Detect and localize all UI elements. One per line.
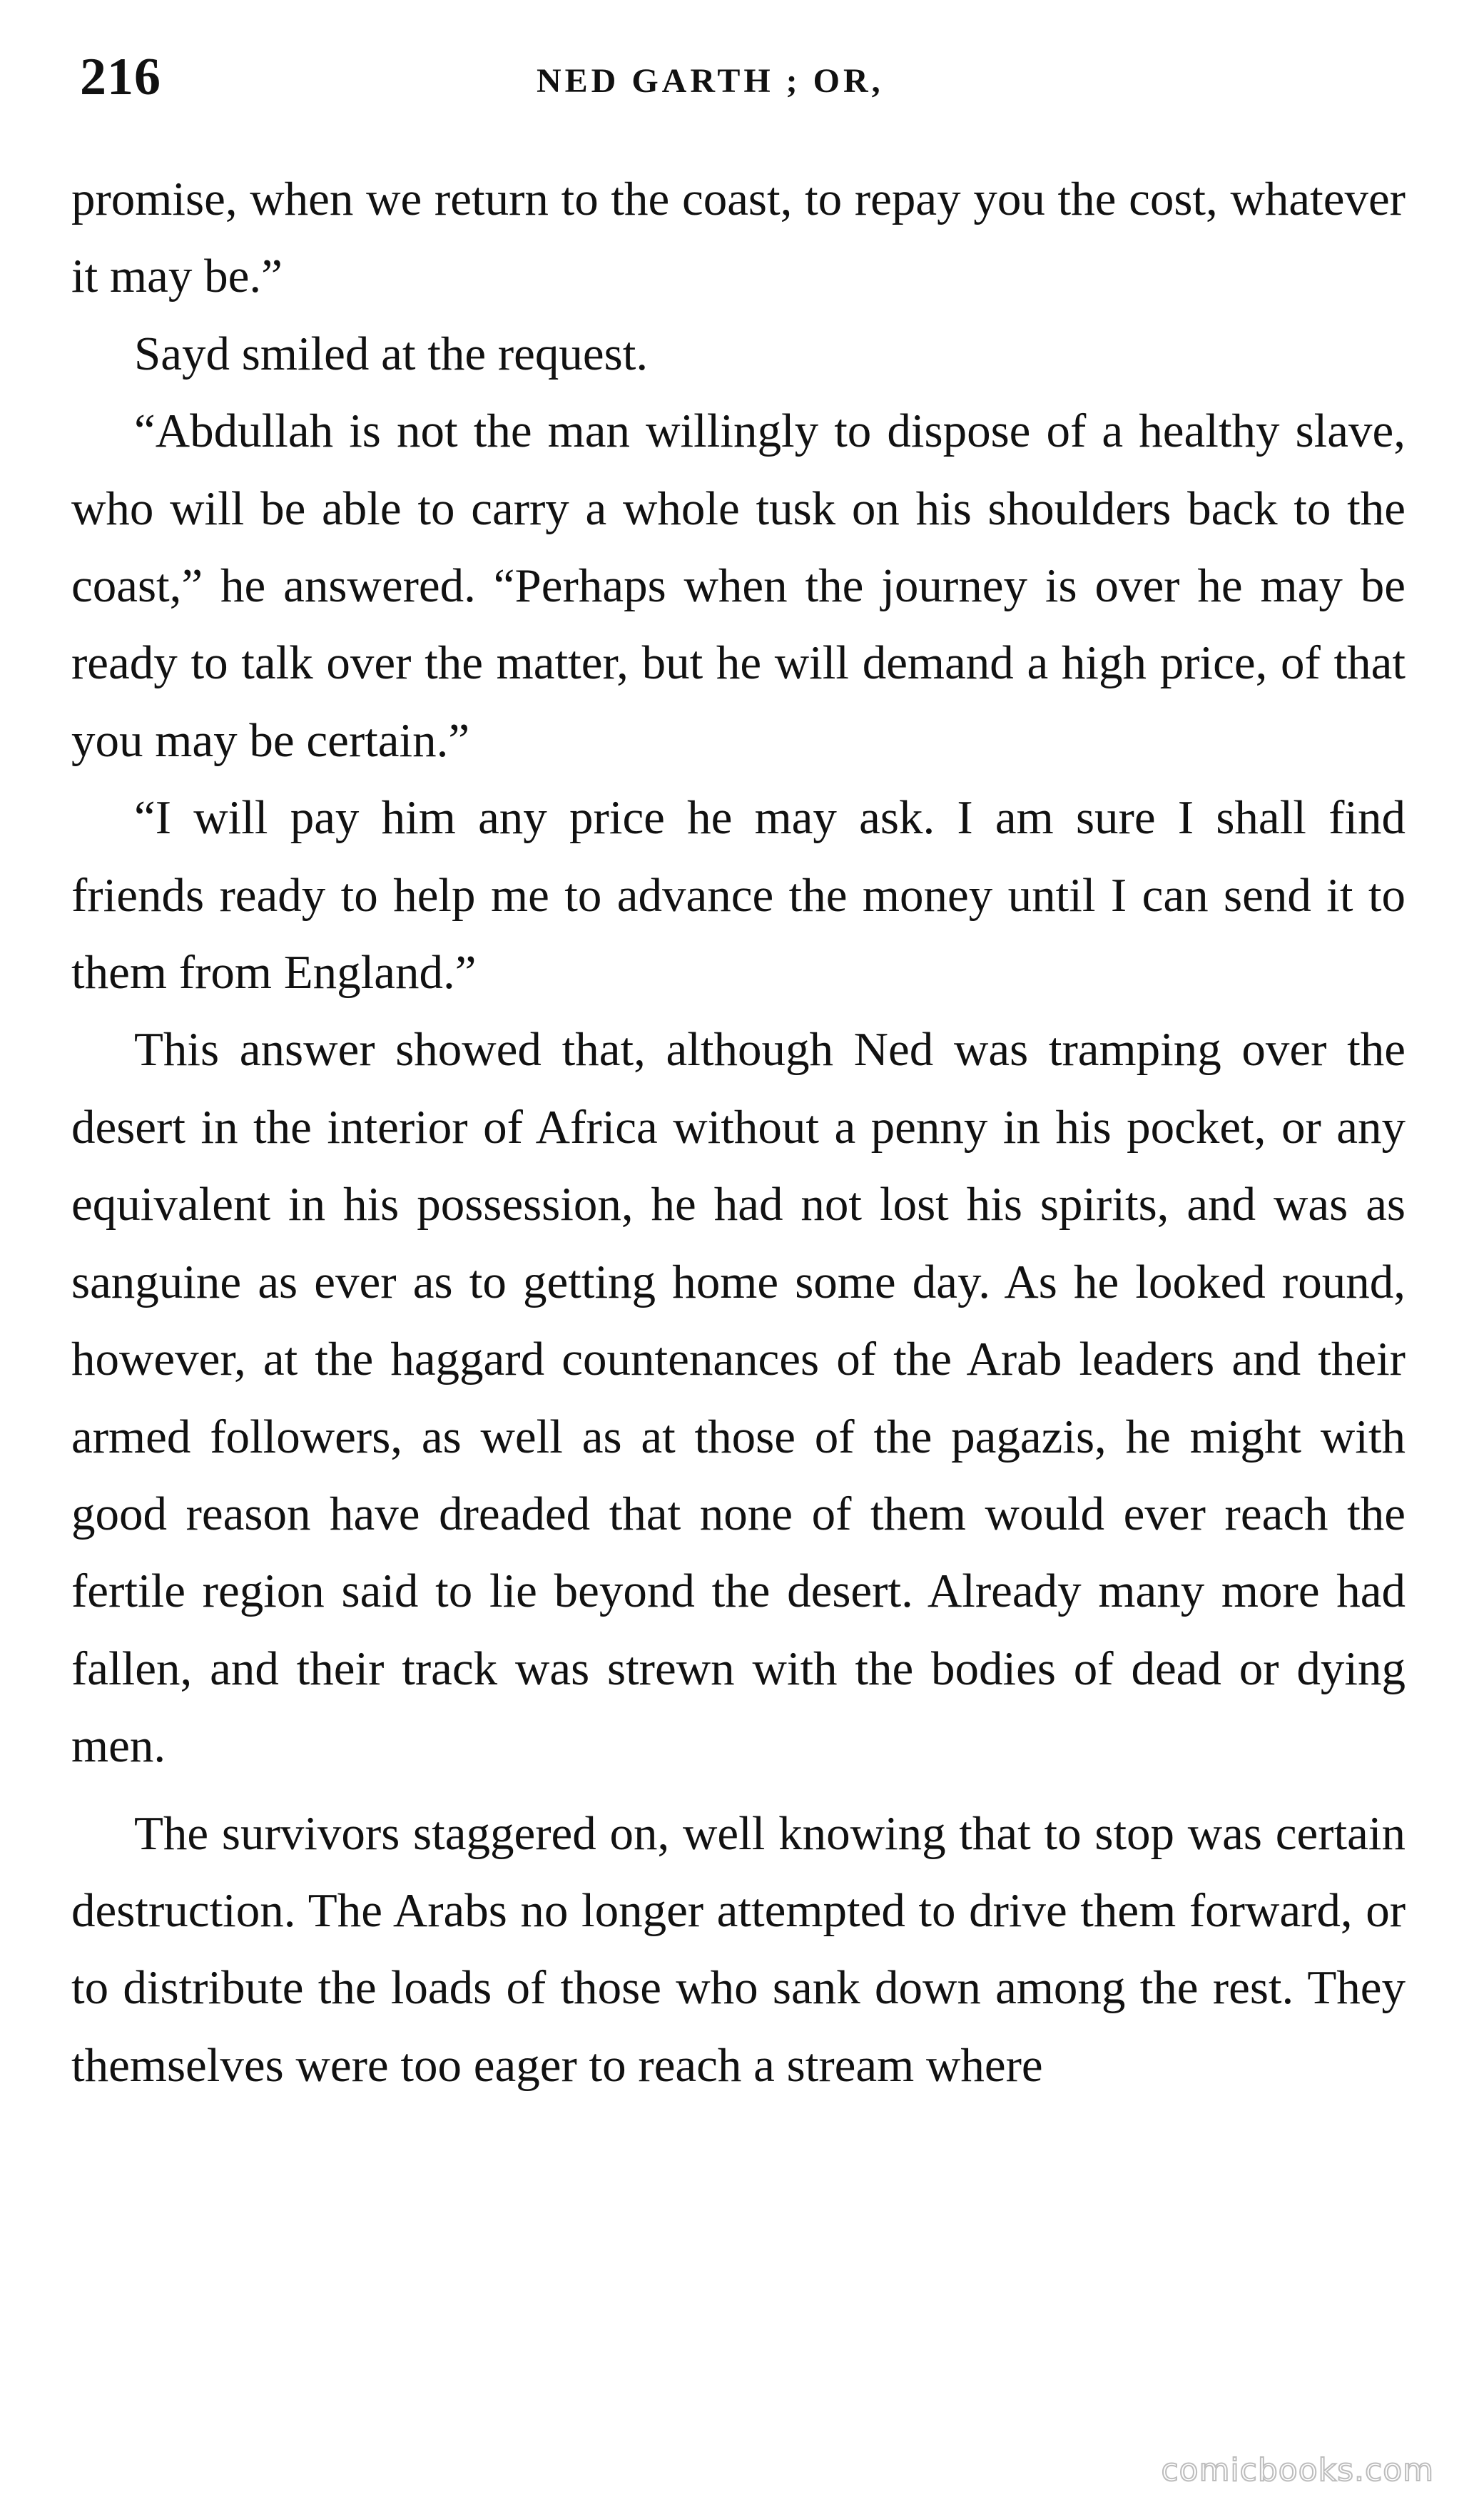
- paragraph: promise, when we return to the coast, to repay you the cost, whatever it may be.”: [71, 173, 1406, 303]
- running-head: [80, 47, 1407, 111]
- body-text: [71, 161, 1406, 2104]
- page-number: 216: [80, 48, 161, 106]
- paragraph: “I will pay him any price he may ask. I am sure I shall find friends ready to help me to advance the money until I can send it to them from England.”: [71, 791, 1406, 1000]
- watermark: comicbooks.com: [1161, 2452, 1434, 2488]
- paragraph: This answer showed that, although Ned was tramping over the desert in the interior of Africa without a penny in his pocket, or any equivalent in his possession, he had not lost his spirits, and was as sanguine as ever as to getting home some day. As he looked round, however, at the haggard countenances of the Arab leaders and their armed followers, as well as at those of the pagazis, he might with good reason have dreaded that none of them would ever reach the fertile region said to lie beyond the desert. Already many more had fallen, and their track was strewn with the bodies of dead or dying men.: [71, 1023, 1406, 1773]
- paragraph: “Abdullah is not the man willingly to dispose of a healthy slave, who will be able to carry a whole tusk on his shoulders back to the coast,” he answered. “Perhaps when the journey is over he may be ready to talk over the matter, but he will demand a high price, of that you may be certain.”: [71, 405, 1406, 767]
- paragraph: The survivors staggered on, well knowing that to stop was certain destruction. The Arabs no longer attempted to drive them forward, or to distribute the loads of those who sank down among the rest. They themselves were too eager to reach a stream where: [71, 1806, 1406, 2092]
- paragraph: Sayd smiled at the request.: [134, 327, 649, 380]
- running-title: NED GARTH ; OR,: [537, 62, 884, 100]
